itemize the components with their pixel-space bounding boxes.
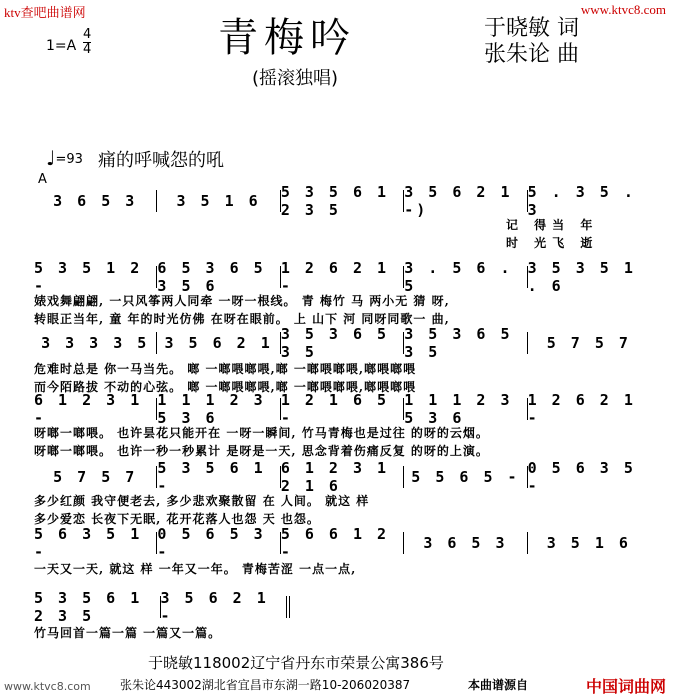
measure: 5 3 5 6 1 2 3 5: [281, 190, 404, 212]
measure: 5 6 3 5 1 -: [34, 532, 157, 554]
lyric-line: 呀啷一啷喂。 也许一秒一秒累计 是呀是一天, 思念背着伤痛反复 的呀的上演。: [34, 444, 489, 458]
measure: 3 5 1 6: [157, 190, 280, 212]
measure: 3 5 3 6 5 3 5: [281, 332, 404, 354]
measure: 3 5 3 5 1 . 6: [527, 259, 636, 295]
measure: 3 3 3 3 5: [34, 332, 157, 354]
lyricist-credit: 于晓敏 词: [484, 16, 579, 41]
measure: 5 6 6 1 2 -: [281, 532, 404, 554]
watermark-bottom-left: www.ktvc8.com: [4, 680, 91, 693]
measure: 1 1 1 2 3 5 3 6: [157, 398, 280, 420]
section-mark: A: [38, 172, 47, 187]
measure: 0 5 6 5 3 -: [157, 532, 280, 554]
lyric-line: 转眼正当年, 童 年的时光仿佛 在呀在眼前。 上 山下 河 同呀同歌一 曲,: [34, 312, 450, 326]
score-row-1: [34, 183, 650, 219]
measure: 3 5 6 2 1: [157, 332, 280, 354]
tempo-marking: [46, 146, 83, 170]
composer-credit: 张朱论 曲: [484, 42, 579, 67]
meter-top: 4: [83, 27, 92, 42]
measure: 5 7 5 7: [34, 466, 157, 488]
lyric-line: 而今陌路拔 不动的心弦。 啷 一啷喂啷喂,啷 一啷喂啷喂,啷喂啷喂: [34, 380, 417, 394]
measure: 1 2 6 2 1 -: [527, 391, 636, 427]
lyric-line: 多少爱恋 长夜下无眠, 花开花落人也怨 天 也怨。: [34, 512, 320, 526]
lyric-line: 婊戏舞翩翩, 一只风筝两人同牵 一呀一根线。 青 梅竹 马 两小无 猜 呀,: [34, 294, 450, 308]
lyric-line: 危难时总是 你一马当先。 啷 一啷喂啷喂,啷 一啷喂啷喂,啷喂啷喂: [34, 362, 417, 376]
pickup-lyric-2: 时 光飞 逝: [506, 236, 599, 250]
final-measure: 3 5 6 2 1 -: [161, 596, 291, 618]
watermark-top-right: www.ktvc8.com: [580, 2, 666, 17]
measure: 3 6 5 3: [34, 190, 157, 212]
measure: 1 1 1 2 3 5 3 6: [404, 398, 527, 420]
measure: 3 5 1 6: [546, 534, 631, 552]
measure: 6 5 3 6 5 3 5 6: [157, 266, 280, 288]
key-signature: 1=A: [46, 38, 77, 54]
lyric-line: 竹马回首一篇一篇 一篇又一篇。: [34, 626, 222, 640]
source-note: 本曲谱源自: [468, 678, 529, 692]
measure: 6 1 2 3 1 2 1 6: [281, 466, 404, 488]
credits: [484, 16, 579, 68]
measure: 3 . 5 6 . 5: [404, 266, 527, 288]
measure: 5 7 5 7: [546, 334, 631, 352]
measure: 3 5 3 6 5 3 5: [404, 332, 527, 354]
watermark-bottom-right: 中国词曲网: [585, 677, 666, 696]
score-row-2: [34, 259, 650, 295]
score-row-4: [34, 391, 650, 427]
lyric-line: 一天又一天, 就这 样 一年又一年。 青梅苦涩 一点一点,: [34, 562, 357, 576]
song-subtitle: (摇滚独唱): [252, 68, 339, 89]
measure: 1 2 1 6 5 -: [281, 398, 404, 420]
lyric-line: 多少红颜 我守便老去, 多少悲欢聚散留 在 人间。 就这 样: [34, 494, 370, 508]
lead-lyric: 痛的呼喊怨的吼: [98, 150, 224, 171]
contact-address: 于晓敏118002辽宁省丹东市荣景公寓386号: [148, 654, 444, 672]
contact-address-2: 张朱论443002湖北省宜昌市东湖一路10-206020387: [120, 678, 411, 692]
measure: 5 . 3 5 . 3: [527, 183, 636, 219]
pickup-lyric-1: 记 得当 年: [506, 218, 599, 232]
watermark-top-left: ktv查吧曲谱网: [4, 5, 86, 20]
measure: 6 1 2 3 1 -: [34, 398, 157, 420]
measure: 5 3 5 6 1 -: [157, 466, 280, 488]
quarter-note-icon: ♩: [46, 146, 56, 170]
score-row-5: [34, 459, 650, 495]
score-row-6: [34, 525, 650, 561]
measure: 5 3 5 1 2 -: [34, 266, 157, 288]
time-signature: [83, 28, 91, 57]
measure: 3 5 6 2 1 -): [404, 190, 527, 212]
measure: 5 5 6 5 -: [404, 466, 527, 488]
meter-bottom: 4: [83, 42, 92, 57]
measure: 1 2 6 2 1 -: [281, 266, 404, 288]
measure: 5 3 5 6 1 2 3 5: [34, 596, 161, 618]
song-title: 青梅吟: [218, 15, 356, 61]
lyric-line: 呀啷一啷喂。 也许昙花只能开在 一呀一瞬间, 竹马青梅也是过往 的呀的云烟。: [34, 426, 489, 440]
measure: 0 5 6 3 5 -: [527, 459, 636, 495]
score-row-3: [34, 325, 650, 361]
measure: 3 6 5 3: [404, 532, 527, 554]
tempo-value: =93: [55, 152, 83, 167]
score-row-7: [34, 589, 290, 625]
